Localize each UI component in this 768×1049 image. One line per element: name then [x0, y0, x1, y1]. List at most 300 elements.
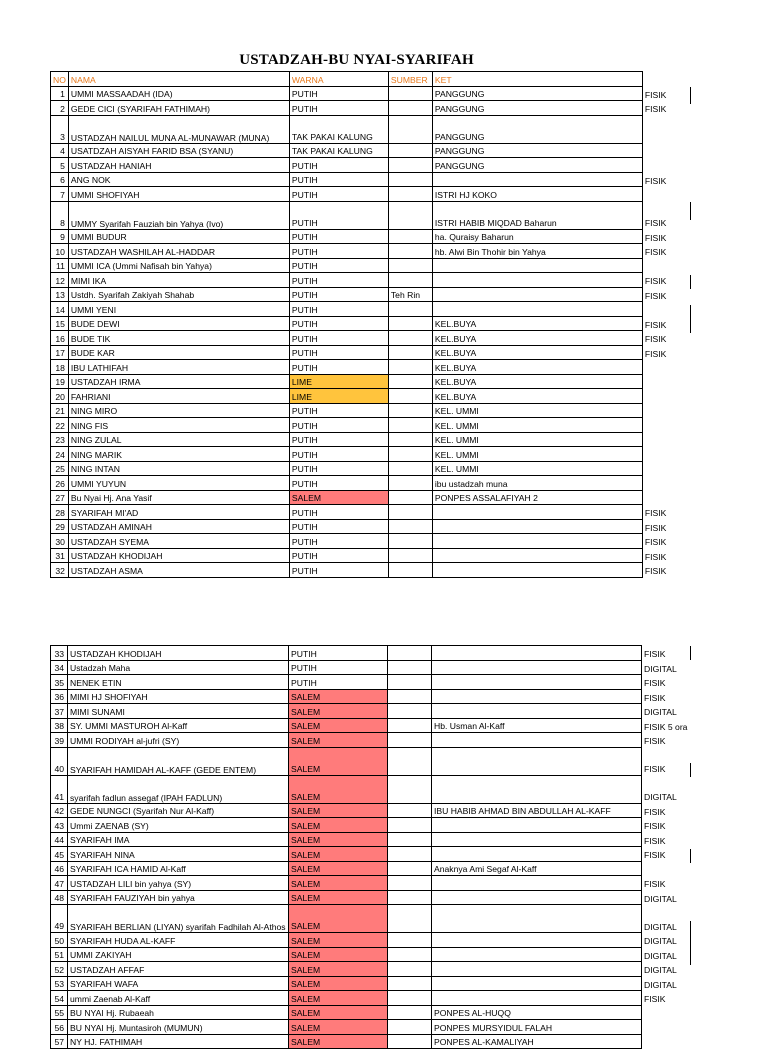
cell-ket [432, 563, 642, 578]
table-row [51, 1020, 697, 1035]
cell-warna: SALEM [289, 991, 388, 1006]
cell-no: 31 [51, 548, 69, 563]
cell-ext: DIGITAL [644, 936, 677, 946]
cell-warna: PUTIH [289, 287, 388, 302]
cell-warna: PUTIH [289, 345, 388, 360]
table-row [51, 447, 698, 462]
table-row [51, 229, 698, 244]
cell-nama: USTADZAH SYEMA [68, 534, 289, 549]
cell-ket [432, 258, 642, 273]
header-spacer [642, 72, 697, 87]
table-row [51, 818, 697, 833]
cell-no: 29 [51, 519, 69, 534]
cell-no: 3 [51, 115, 69, 143]
cell-ket [432, 534, 642, 549]
cell-warna: SALEM [289, 1005, 388, 1020]
cell-divider-mark [690, 921, 691, 965]
cell-no: 30 [51, 534, 69, 549]
cell-no: 50 [51, 933, 68, 948]
cell-sumber [388, 432, 432, 447]
table-row [51, 861, 697, 876]
cell-no: 57 [51, 1034, 68, 1049]
cell-no: 4 [51, 143, 69, 158]
cell-sumber [388, 962, 432, 977]
cell-warna: LIME [289, 374, 388, 389]
cell-ext [642, 432, 697, 447]
cell-warna: PUTIH [289, 548, 388, 563]
cell-no: 42 [51, 803, 68, 818]
cell-ext: DIGITAL [644, 893, 677, 904]
cell-nama: BU NYAI Hj. Muntasiroh (MUMUN) [68, 1020, 289, 1035]
cell-no: 15 [51, 316, 69, 331]
cell-nama: BUDE DEWI [68, 316, 289, 331]
cell-sumber [388, 876, 432, 891]
cell-warna: LIME [289, 389, 388, 404]
cell-ext [642, 360, 697, 375]
cell-warna: PUTIH [289, 302, 388, 317]
cell-ket: ibu ustadzah muna [432, 476, 642, 491]
cell-warna: SALEM [289, 718, 388, 733]
table-row [51, 143, 698, 158]
cell-no: 2 [51, 101, 69, 116]
cell-sumber [388, 861, 432, 876]
cell-ext: DIGITAL [644, 979, 677, 990]
cell-no: 44 [51, 832, 68, 847]
cell-ket: PONPES AL-HUQQ [432, 1005, 642, 1020]
cell-sumber [388, 389, 432, 404]
cell-sumber [388, 143, 432, 158]
cell-ext: FISIK [644, 850, 666, 860]
cell-no: 14 [51, 302, 69, 317]
cell-ext [642, 187, 697, 202]
table-row [51, 991, 697, 1006]
cell-no: 38 [51, 718, 68, 733]
cell-no: 11 [51, 258, 69, 273]
cell-nama: BUDE KAR [68, 345, 289, 360]
cell-ext: DIGITAL [644, 792, 677, 802]
cell-no: 26 [51, 476, 69, 491]
table-row [51, 847, 697, 862]
cell-nama: ANG NOK [68, 172, 289, 187]
cell-sumber [388, 187, 432, 202]
table-row [51, 345, 698, 360]
cell-no: 12 [51, 273, 69, 288]
cell-nama: USTADZAH AMINAH [68, 519, 289, 534]
cell-ket [432, 733, 642, 748]
cell-ext [642, 490, 697, 505]
cell-no: 18 [51, 360, 69, 375]
cell-warna: PUTIH [289, 244, 388, 259]
cell-ket: PANGGUNG [432, 143, 642, 158]
col-header-sumber: SUMBER [388, 72, 432, 87]
cell-ket [432, 704, 642, 719]
cell-sumber [388, 172, 432, 187]
cell-sumber [388, 847, 432, 862]
cell-ext: FISIK [644, 290, 667, 301]
cell-sumber [388, 505, 432, 520]
cell-ext [642, 403, 697, 418]
cell-no: 53 [51, 976, 68, 991]
cell-ket [432, 876, 642, 891]
table-row [51, 876, 697, 891]
cell-warna: PUTIH [289, 229, 388, 244]
cell-warna: SALEM [289, 962, 388, 977]
cell-sumber [388, 718, 432, 733]
cell-warna: PUTIH [289, 660, 388, 675]
table-row [51, 689, 697, 704]
cell-ext: FISIK [644, 175, 667, 186]
col-header-ket: KET [432, 72, 642, 87]
table-row [51, 403, 698, 418]
cell-warna: SALEM [289, 803, 388, 818]
cell-warna: SALEM [289, 1020, 388, 1035]
cell-warna: PUTIH [289, 258, 388, 273]
cell-warna: SALEM [289, 905, 388, 933]
cell-ket [432, 933, 642, 948]
table-row [51, 86, 698, 101]
cell-nama: USTADZAH LILI bin yahya (SY) [68, 876, 289, 891]
table-row [51, 244, 698, 259]
cell-sumber [388, 519, 432, 534]
cell-no: 17 [51, 345, 69, 360]
cell-divider-mark [690, 275, 691, 289]
table-row [51, 490, 698, 505]
cell-sumber [388, 747, 432, 775]
cell-no: 20 [51, 389, 69, 404]
cell-sumber [388, 563, 432, 578]
cell-ket [432, 660, 642, 675]
cell-nama: USTADZAH KHODIJAH [68, 548, 289, 563]
cell-sumber [388, 832, 432, 847]
cell-ket [432, 947, 642, 962]
cell-ext: FISIK 5 ora [644, 721, 688, 732]
cell-nama: USTADZAH WASHILAH AL-HADDAR [68, 244, 289, 259]
cell-ext: FISIK [644, 276, 667, 286]
cell-warna: SALEM [289, 947, 388, 962]
table-row [51, 733, 697, 748]
cell-ket: PONPES MURSYIDUL FALAH [432, 1020, 642, 1035]
table-row [51, 389, 698, 404]
cell-no: 8 [51, 201, 69, 229]
table-row [51, 187, 698, 202]
cell-ket [432, 847, 642, 862]
cell-no: 35 [51, 675, 68, 690]
cell-ket: ISTRI HABIB MIQDAD Baharun [432, 201, 642, 229]
cell-ext [642, 861, 697, 876]
col-header-nama: NAMA [68, 72, 289, 87]
cell-no: 13 [51, 287, 69, 302]
cell-ket: KEL. UMMI [432, 461, 642, 476]
table-row [51, 1005, 697, 1020]
cell-ext: FISIK [644, 994, 666, 1004]
cell-nama: NENEK ETIN [68, 675, 289, 690]
cell-warna: SALEM [289, 1034, 388, 1049]
cell-nama: UMMI BUDUR [68, 229, 289, 244]
cell-nama: GEDE NUNGCI (Syarifah Nur Al-Kaff) [68, 803, 289, 818]
cell-sumber [388, 244, 432, 259]
cell-no: 54 [51, 991, 68, 1006]
cell-no: 24 [51, 447, 69, 462]
cell-nama: Ummi ZAENAB (SY) [68, 818, 289, 833]
cell-ext: FISIK [644, 508, 667, 518]
cell-ket [432, 287, 642, 302]
cell-sumber [388, 374, 432, 389]
cell-sumber [388, 704, 432, 719]
cell-warna: PUTIH [289, 403, 388, 418]
cell-ket [432, 519, 642, 534]
cell-sumber [388, 461, 432, 476]
cell-no: 43 [51, 818, 68, 833]
cell-ext: FISIK [644, 319, 667, 330]
cell-ext: FISIK [644, 678, 666, 688]
cell-warna: TAK PAKAI KALUNG [289, 115, 388, 143]
cell-nama: UMMI YUYUN [68, 476, 289, 491]
sheet-title: USTADZAH-BU NYAI-SYARIFAH [239, 52, 474, 68]
cell-ext: FISIK [644, 334, 667, 344]
cell-ket [432, 505, 642, 520]
cell-nama: MIMI IKA [68, 273, 289, 288]
table-row [51, 976, 697, 991]
cell-nama: FAHRIANI [68, 389, 289, 404]
guest-table-2 [50, 645, 697, 1049]
cell-nama: Ustadzah Maha [68, 660, 289, 675]
cell-ket: IBU HABIB AHMAD BIN ABDULLAH AL-KAFF [432, 803, 642, 818]
cell-nama: Bu Nyai Hj. Ana Yasif [68, 490, 289, 505]
table-row [51, 905, 697, 933]
cell-ext [642, 461, 697, 476]
table-row [51, 563, 698, 578]
table-row [51, 660, 697, 675]
cell-ket: PONPES ASSALAFIYAH 2 [432, 490, 642, 505]
cell-ket: ha. Quraisy Baharun [432, 229, 642, 244]
cell-nama: USTADZAH AFFAF [68, 962, 289, 977]
cell-ket: KEL.BUYA [432, 374, 642, 389]
cell-sumber [388, 1005, 432, 1020]
cell-sumber [388, 1034, 432, 1049]
table-row [51, 534, 698, 549]
cell-nama: BUDE TIK [68, 331, 289, 346]
cell-ext: DIGITAL [644, 921, 677, 932]
table-row [51, 201, 698, 229]
cell-ket: KEL.BUYA [432, 316, 642, 331]
cell-warna: SALEM [289, 890, 388, 905]
cell-divider-mark [690, 87, 691, 104]
cell-warna: PUTIH [289, 360, 388, 375]
cell-nama: UMMI ZAKIYAH [68, 947, 289, 962]
table-row [51, 962, 697, 977]
cell-ext [642, 418, 697, 433]
cell-ket [432, 991, 642, 1006]
cell-nama: SY. UMMI MASTUROH Al-Kaff [68, 718, 289, 733]
cell-ext [642, 1020, 697, 1035]
cell-ket [432, 273, 642, 288]
cell-sumber [388, 660, 432, 675]
cell-warna: PUTIH [289, 273, 388, 288]
cell-warna: SALEM [289, 490, 388, 505]
cell-warna: SALEM [289, 818, 388, 833]
cell-ket [432, 747, 642, 775]
cell-sumber [388, 890, 432, 905]
cell-ext: FISIK [644, 551, 667, 562]
cell-ket: KEL. UMMI [432, 432, 642, 447]
cell-ext [642, 258, 697, 273]
cell-sumber [388, 273, 432, 288]
cell-warna: TAK PAKAI KALUNG [289, 143, 388, 158]
cell-warna: SALEM [289, 847, 388, 862]
table-row [51, 890, 697, 905]
table-row [51, 258, 698, 273]
cell-warna: SALEM [289, 733, 388, 748]
cell-ext: FISIK [644, 764, 666, 774]
cell-ext: FISIK [644, 806, 666, 817]
cell-warna: PUTIH [289, 316, 388, 331]
cell-ket [432, 302, 642, 317]
cell-ext: FISIK [644, 566, 667, 576]
cell-ext: FISIK [644, 692, 666, 703]
col-header-warna: WARNA [289, 72, 388, 87]
cell-warna: PUTIH [289, 675, 388, 690]
cell-no: 48 [51, 890, 68, 905]
cell-ext [642, 158, 697, 173]
cell-warna: PUTIH [289, 86, 388, 101]
cell-ext [642, 374, 697, 389]
col-header-no: NO [51, 72, 69, 87]
cell-nama: SYARIFAH MI'AD [68, 505, 289, 520]
cell-ket [432, 818, 642, 833]
cell-warna: PUTIH [289, 158, 388, 173]
cell-ext: FISIK [644, 522, 667, 533]
cell-sumber [388, 418, 432, 433]
cell-nama: UMMI SHOFIYAH [68, 187, 289, 202]
table-row [51, 646, 697, 661]
cell-sumber [388, 360, 432, 375]
cell-divider-mark [690, 849, 691, 863]
table-header-row [51, 72, 698, 87]
cell-nama: USTADZAH IRMA [68, 374, 289, 389]
cell-warna: PUTIH [289, 534, 388, 549]
cell-sumber [388, 689, 432, 704]
cell-nama: SYARIFAH HUDA AL-KAFF [68, 933, 289, 948]
cell-ext: FISIK [644, 736, 666, 746]
cell-sumber [388, 733, 432, 748]
table-row [51, 374, 698, 389]
table-row [51, 832, 697, 847]
cell-no: 47 [51, 876, 68, 891]
table-row [51, 331, 698, 346]
cell-nama: NING MARIK [68, 447, 289, 462]
cell-warna: SALEM [289, 704, 388, 719]
cell-sumber [388, 201, 432, 229]
table-row [51, 360, 698, 375]
cell-nama: USTADZAH NAILUL MUNA AL-MUNAWAR (MUNA) [68, 115, 289, 143]
cell-sumber [388, 331, 432, 346]
cell-ket: Hb. Usman Al-Kaff [432, 718, 642, 733]
cell-divider-mark [690, 646, 691, 660]
cell-sumber [388, 86, 432, 101]
cell-ket [432, 832, 642, 847]
cell-warna: PUTIH [289, 187, 388, 202]
cell-ext: FISIK [644, 821, 666, 831]
cell-no: 34 [51, 660, 68, 675]
cell-warna: PUTIH [289, 646, 388, 661]
table-row [51, 476, 698, 491]
cell-nama: UMMI ICA (Ummi Nafisah bin Yahya) [68, 258, 289, 273]
cell-no: 55 [51, 1005, 68, 1020]
cell-nama: SYARIFAH HAMIDAH AL-KAFF (GEDE ENTEM) [68, 747, 289, 775]
cell-warna: SALEM [289, 775, 388, 803]
table-row [51, 718, 697, 733]
cell-nama: NING MIRO [68, 403, 289, 418]
cell-ext: FISIK [644, 835, 666, 846]
cell-ket: KEL.BUYA [432, 389, 642, 404]
cell-ext: FISIK [644, 649, 666, 659]
cell-ext [642, 389, 697, 404]
cell-ext: FISIK [644, 537, 667, 547]
cell-sumber [388, 101, 432, 116]
cell-no: 37 [51, 704, 68, 719]
cell-warna: PUTIH [289, 201, 388, 229]
cell-warna: SALEM [289, 861, 388, 876]
guest-table-1 [50, 71, 698, 578]
cell-sumber [388, 548, 432, 563]
cell-ext [642, 447, 697, 462]
cell-nama: BU NYAI Hj. Rubaeah [68, 1005, 289, 1020]
cell-ket [432, 890, 642, 905]
cell-warna: SALEM [289, 747, 388, 775]
cell-ext [642, 143, 697, 158]
cell-nama: USTADZAH ASMA [68, 563, 289, 578]
cell-ket: KEL. UMMI [432, 447, 642, 462]
cell-ext: FISIK [644, 218, 667, 228]
cell-nama: NING FIS [68, 418, 289, 433]
cell-no: 25 [51, 461, 69, 476]
cell-nama: SYARIFAH IMA [68, 832, 289, 847]
cell-no: 16 [51, 331, 69, 346]
table-row [51, 704, 697, 719]
cell-sumber [388, 229, 432, 244]
cell-no: 6 [51, 172, 69, 187]
cell-ket: KEL.BUYA [432, 360, 642, 375]
cell-nama: ummi Zaenab Al-Kaff [68, 991, 289, 1006]
table-row [51, 273, 698, 288]
table-row [51, 933, 697, 948]
cell-ket: hb. Alwi Bin Thohir bin Yahya [432, 244, 642, 259]
cell-no: 1 [51, 86, 69, 101]
cell-ket [432, 962, 642, 977]
cell-nama: USATDZAH AISYAH FARID BSA (SYANU) [68, 143, 289, 158]
cell-no: 5 [51, 158, 69, 173]
cell-nama: MIMI SUNAMI [68, 704, 289, 719]
table-row [51, 316, 698, 331]
cell-sumber [388, 947, 432, 962]
cell-nama: IBU LATHIFAH [68, 360, 289, 375]
cell-nama: GEDE CICI (SYARIFAH FATHIMAH) [68, 101, 289, 116]
cell-nama: NING INTAN [68, 461, 289, 476]
cell-no: 21 [51, 403, 69, 418]
cell-nama: SYARIFAH NINA [68, 847, 289, 862]
cell-ket: KEL.BUYA [432, 345, 642, 360]
cell-no: 45 [51, 847, 68, 862]
table-row [51, 101, 698, 116]
table-row [51, 432, 698, 447]
cell-no: 46 [51, 861, 68, 876]
cell-warna: SALEM [289, 876, 388, 891]
cell-sumber [388, 646, 432, 661]
cell-nama: SYARIFAH BERLIAN (LIYAN) syarifah Fadhilah Al-Athos [68, 905, 289, 933]
cell-no: 19 [51, 374, 69, 389]
cell-sumber [388, 490, 432, 505]
cell-sumber [388, 775, 432, 803]
